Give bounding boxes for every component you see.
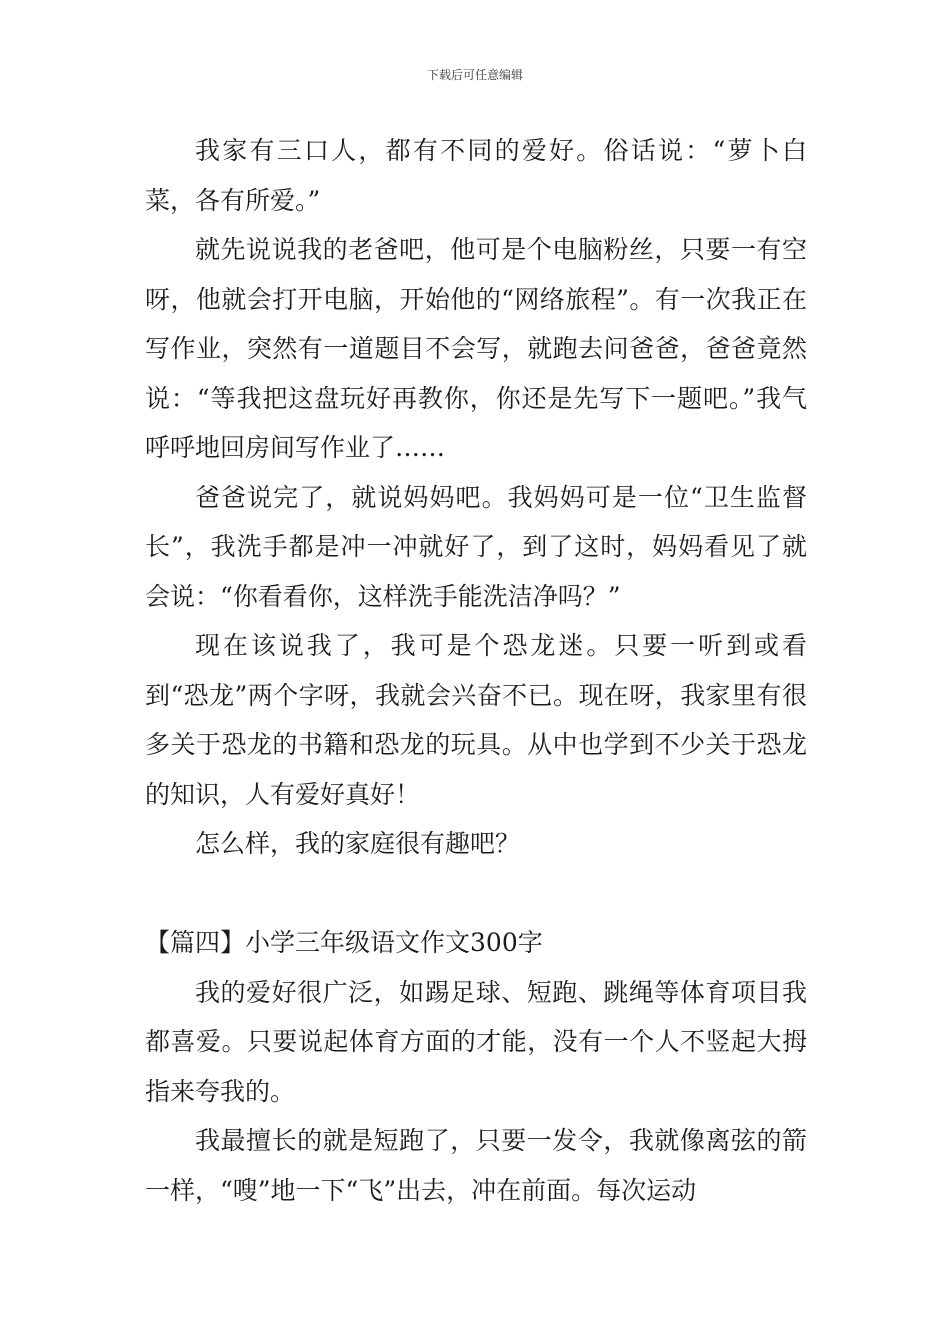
paragraph-closing: 怎么样，我的家庭很有趣吧？ [195,829,521,858]
page-header: 下载后可任意编辑 [426,68,523,82]
paragraph-me: 现在该说我了，我可是个恐龙迷。只要一听到或看到“恐龙”两个字呀，我就会兴奋不已。现在呀，我家里有很多关于恐龙的书籍和恐龙的玩具。从中也学到不少关于恐龙的知识，人有爱好真好！ [145,631,807,809]
section-spacer [145,869,807,919]
paragraph-sprint: 我最擅长的就是短跑了，只要一发令，我就像离弦的箭一样，“嗖”地一下“飞”出去，冲在前面。每次运动 [145,1126,807,1205]
section-title: 【篇四】小学三年级语文作文300字 [145,928,543,957]
paragraph-dad: 就先说说我的老爸吧，他可是个电脑粉丝，只要一有空呀，他就会打开电脑，开始他的“网络旅程”。有一次我正在写作业，突然有一道题目不会写，就跑去问爸爸，爸爸竟然说：“等我把这盘玩好再教你，你还是先写下一题吧。”我气呼呼地回房间写作业了…… [145,235,807,462]
paragraph-mom: 爸爸说完了，就说妈妈吧。我妈妈可是一位“卫生监督长”，我洗手都是冲一冲就好了，到了这时，妈妈看见了就会说：“你看看你，这样洗手能洗洁净吗？” [145,482,807,611]
paragraph-family-intro: 我家有三口人，都有不同的爱好。俗话说：“萝卜白菜，各有所爱。” [145,136,807,215]
document-body [145,126,807,1215]
paragraph-hobbies: 我的爱好很广泛，如踢足球、短跑、跳绳等体育项目我都喜爱。只要说起体育方面的才能，没有一个人不竖起大拇指来夸我的。 [145,977,807,1106]
